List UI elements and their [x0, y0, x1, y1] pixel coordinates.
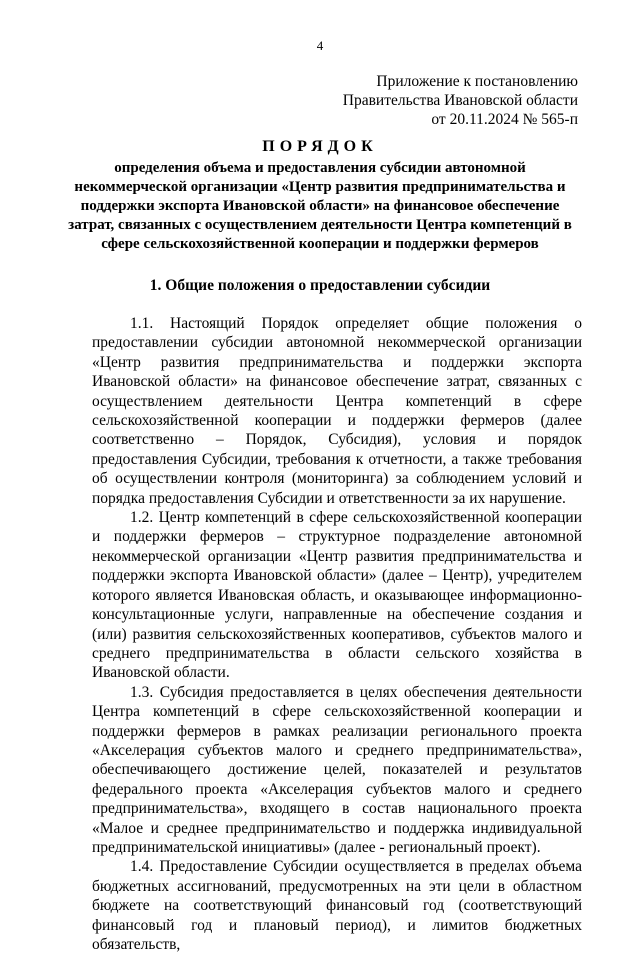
- appendix-line-2: Правительства Ивановской области: [342, 92, 578, 109]
- paragraph-1-4: 1.4. Предоставление Субсидии осуществляется в пределах объема бюджетных ассигнований, предусмотренных на эти цели в областном бюджете на соответствующий финансовый год (соответствующий финансовый год и плановый период), и лимитов бюджетных обязательств,: [92, 858, 582, 953]
- document-subtitle: определения объема и предоставления субсидии автономной некоммерческой организации «Центр развития предпринимательства и поддержки экспорта Ивановской области» на финансовое обеспечение затрат, связанных с осуществлением деятельности Центра компетенций в сфере сельскохозяйственной кооперации и поддержки фермеров: [68, 160, 572, 252]
- paragraph-1-3: 1.3. Субсидия предоставляется в целях обеспечения деятельности Центра компетенций в сфере сельскохозяйственной кооперации и поддержки фермеров в рамках реализации регионального проекта «Акселерация субъектов малого и среднего предпринимательства», обеспечивающего достижение целей, показателей и результатов федерального проекта «Акселерация субъектов малого и среднего предпринимательства», входящего в состав национального проекта «Малое и среднее предпринимательство и поддержка индивидуальной предпринимательской инициативы» (далее - региональный проект).: [92, 683, 582, 856]
- page-number: 4: [316, 38, 324, 53]
- paragraph-1-2: 1.2. Центр компетенций в сфере сельскохозяйственной кооперации и поддержки фермеров – структурное подразделение автономной некоммерческой организации «Центр развития предпринимательства и поддержки экспорта Ивановской области» (далее – Центр), учредителем которого является Ивановская область, и оказывающее информационно-консультационные услуги, направленные на обеспечение создания и (или) развития сельскохозяйственных кооперативов, субъектов малого и среднего предпринимательства в области сельского хозяйства в Ивановской области.: [92, 509, 582, 682]
- document-title-block: [60, 137, 580, 254]
- appendix-reference: [343, 72, 578, 129]
- appendix-line-3: от 20.11.2024 № 565-п: [431, 111, 578, 128]
- paragraph-1-1: 1.1. Настоящий Порядок определяет общие положения о предоставлении субсидии автономной некоммерческой организации «Центр развития предпринимательства и поддержки экспорта Ивановской области» на финансовое обеспечение затрат, связанных с осуществлением деятельности Центра компетенций в сфере сельскохозяйственной кооперации и поддержки фермеров (далее соответственно – Порядок, Субсидия), условия и порядок предоставления Субсидии, требования к отчетности, а также требования об осуществлении контроля (мониторинга) за соблюдением условий и порядка предоставления Субсидии и ответственности за их нарушение.: [92, 315, 582, 507]
- appendix-line-1: Приложение к постановлению: [376, 73, 578, 90]
- document-title: ПОРЯДОК: [262, 138, 378, 155]
- document-body: [92, 314, 582, 954]
- section-heading: 1. Общие положения о предоставлении субсидии: [149, 277, 491, 294]
